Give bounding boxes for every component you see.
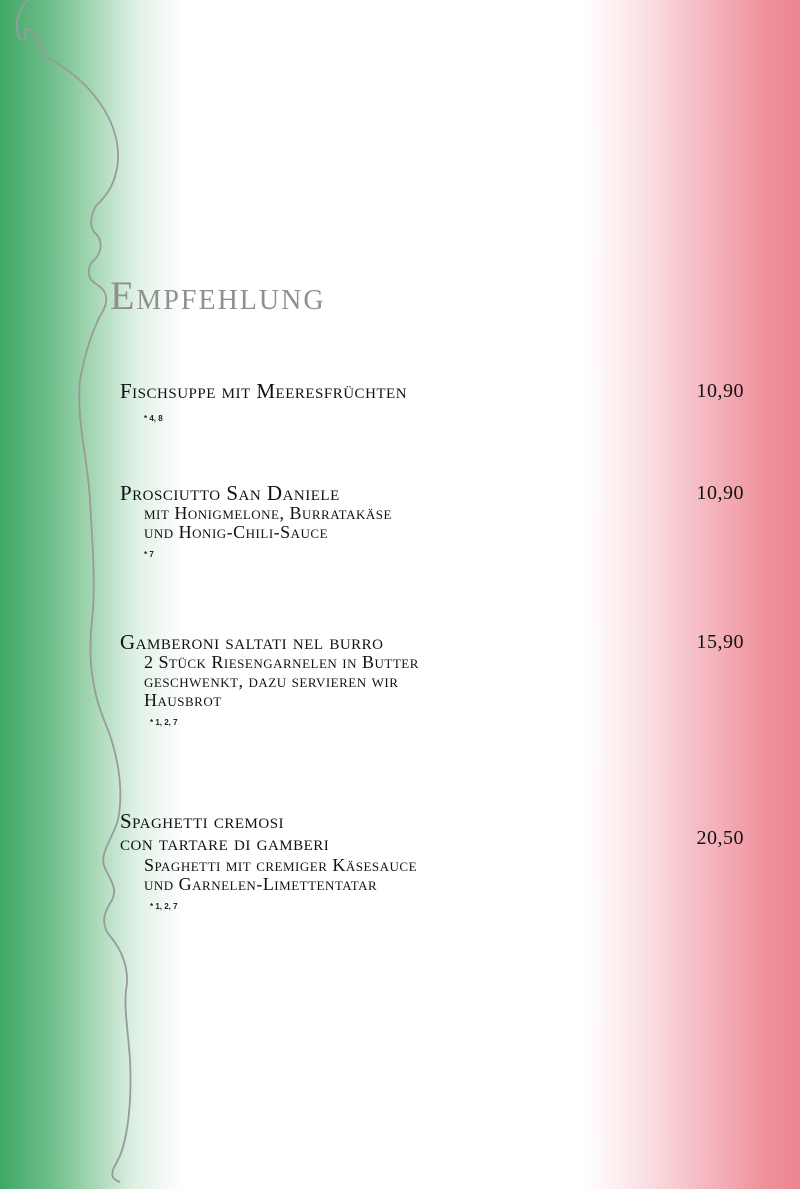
item-description: mit Honigmelone, Burratakäse und Honig-Chili-Sauce xyxy=(144,503,392,542)
item-allergens: * 1, 2, 7 xyxy=(150,902,178,911)
item-allergens: * 7 xyxy=(144,550,154,559)
page-title: Empfehlung xyxy=(110,273,326,318)
menu-item xyxy=(120,482,750,559)
item-description: 2 Stück Riesengarnelen in Butter geschwenkt, dazu servieren wir Hausbrot xyxy=(144,652,419,710)
item-name: Spaghetti cremosi con tartare di gamberi xyxy=(120,809,330,855)
item-name: Fischsuppe mit Meeresfrüchten xyxy=(120,379,408,403)
menu-item xyxy=(120,380,750,423)
item-price: 10,90 xyxy=(696,380,744,402)
item-allergens: * 4, 8 xyxy=(144,414,163,423)
item-description: Spaghetti mit cremiger Käsesauce und Garnelen-Limettentatar xyxy=(144,855,418,894)
menu-item xyxy=(120,810,750,911)
item-price: 20,50 xyxy=(696,827,744,849)
item-allergens: * 1, 2, 7 xyxy=(150,718,178,727)
item-name: Gamberoni saltati nel burro xyxy=(120,630,384,654)
item-price: 15,90 xyxy=(696,631,744,653)
item-price: 10,90 xyxy=(696,482,744,504)
menu-item xyxy=(120,631,750,727)
item-name: Prosciutto San Daniele xyxy=(120,481,340,505)
